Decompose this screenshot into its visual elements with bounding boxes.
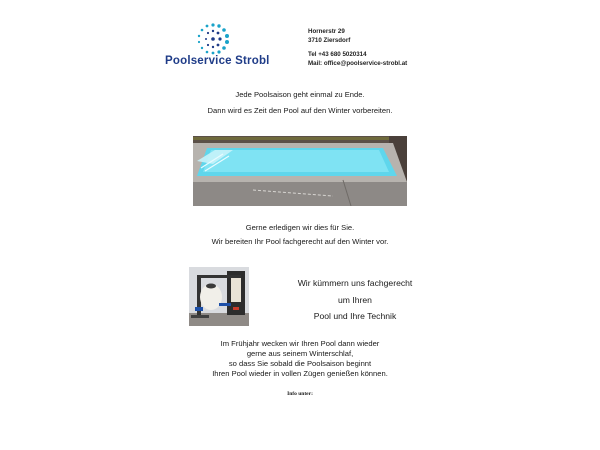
care-line-2: um Ihren [338, 295, 372, 305]
contact-block [308, 51, 407, 68]
company-name: Poolservice Strobl [165, 55, 270, 67]
pool-photo [193, 136, 407, 206]
intro-line-1: Jede Poolsaison geht einmal zu Ende. [235, 90, 365, 99]
offer-line-1: Gerne erledigen wir dies für Sie. [245, 223, 355, 232]
info-label: Info unter: [287, 391, 313, 397]
street: Hornerstr 29 [308, 28, 345, 35]
spring-line-3: so dass Sie sobald die Poolsaison beginnt [228, 359, 372, 368]
phone: Tel +43 680 5020314 [308, 51, 367, 58]
offer-line-2: Wir bereiten Ihr Pool fachgerecht auf den Winter vor. [211, 237, 389, 246]
email: Mail: office@poolservice-strobl.at [308, 59, 408, 67]
care-line-1: Wir kümmern uns fachgerecht [297, 278, 413, 288]
logo-icon [194, 22, 232, 56]
intro-line-2: Dann wird es Zeit den Pool auf den Winter vorbereiten. [207, 106, 393, 115]
address-block [308, 28, 350, 45]
city: 3710 Ziersdorf [308, 36, 351, 44]
spring-line-1: Im Frühjahr wecken wir Ihren Pool dann wieder [220, 339, 380, 348]
spring-line-4: Ihren Pool wieder in vollen Zügen genießen können. [212, 369, 388, 378]
care-line-3: Pool und Ihre Technik [313, 311, 397, 321]
spring-line-2: gerne aus seinem Winterschlaf, [246, 349, 354, 358]
pool-filter-photo [189, 267, 249, 326]
